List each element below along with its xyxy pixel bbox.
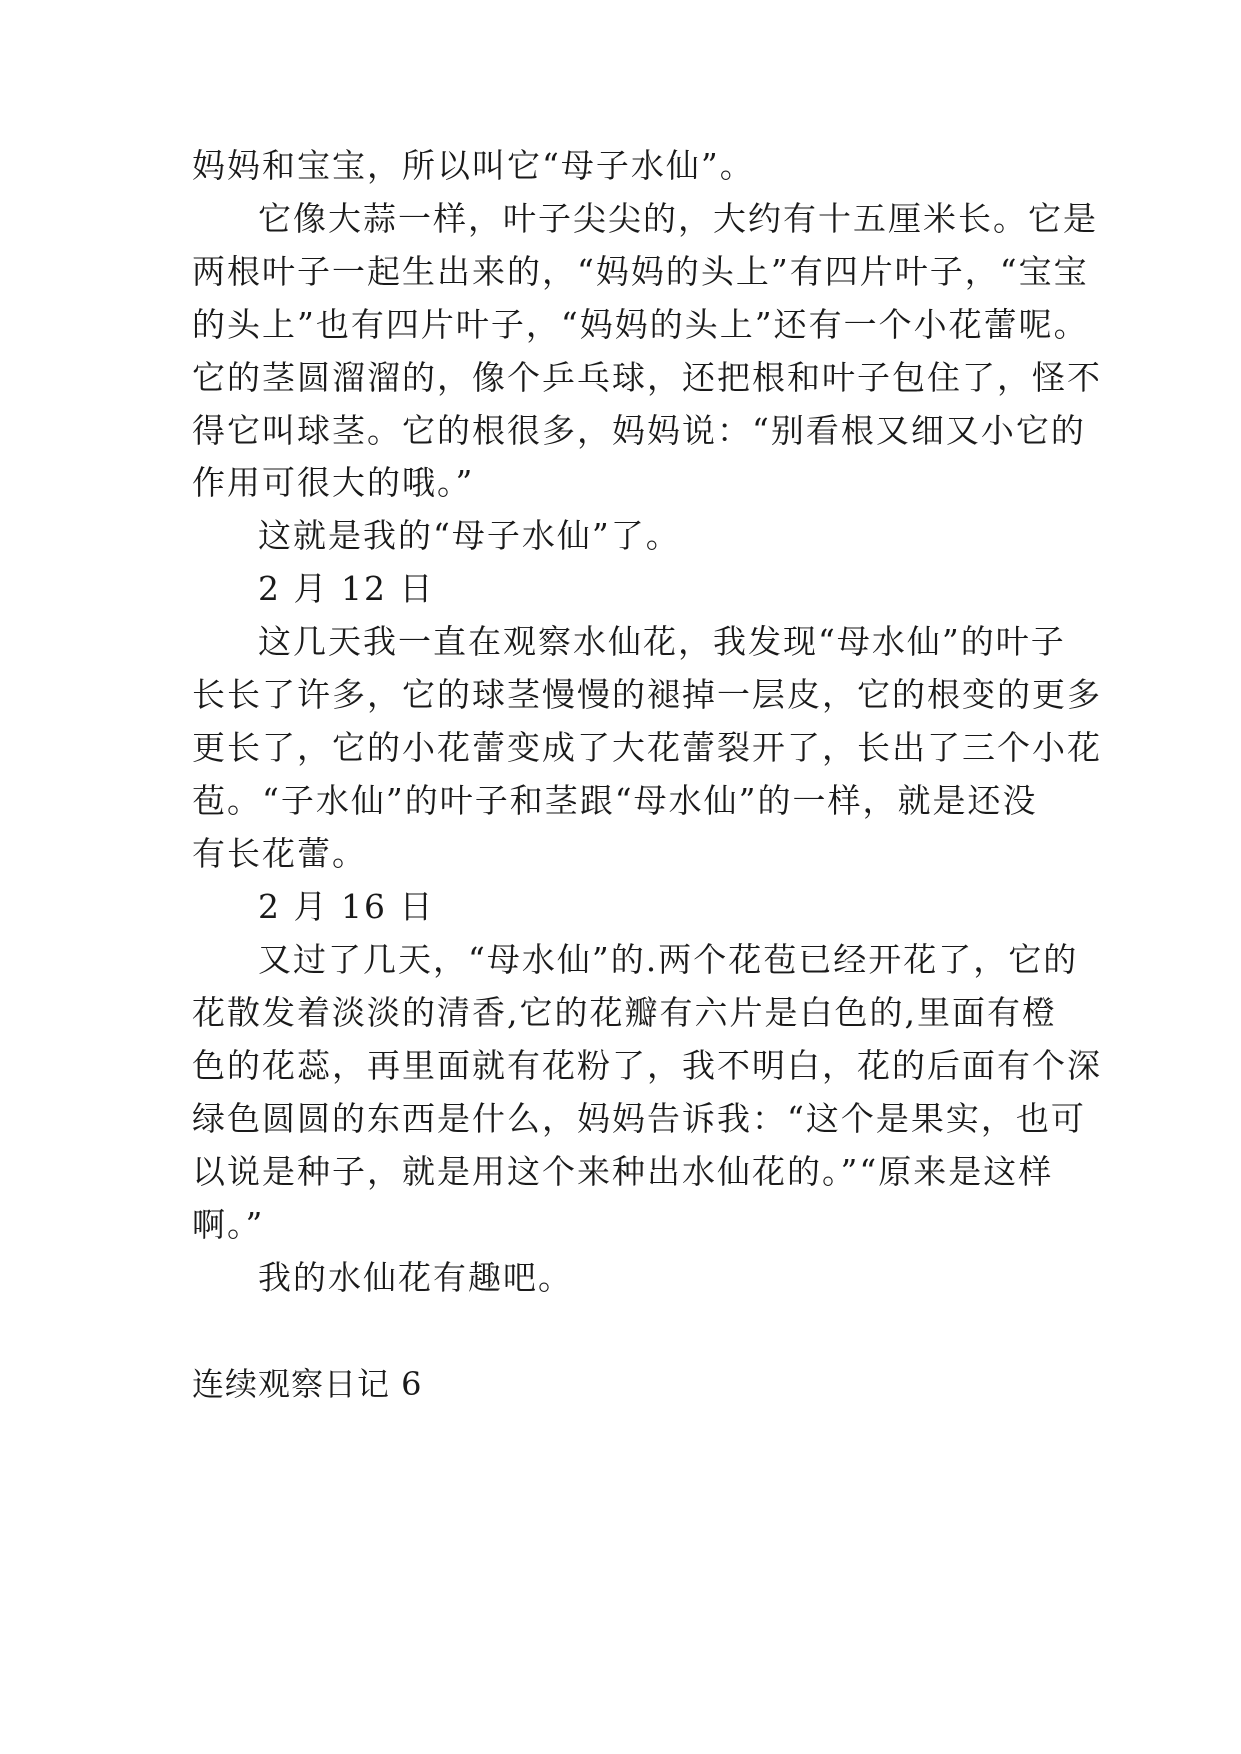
text-line: 两根叶子一起生出来的，“妈妈的头上”有四片叶子，“宝宝 <box>192 252 1089 291</box>
text-line: 以说是种子，就是用这个来种出水仙花的。”“原来是这样 <box>192 1152 1054 1191</box>
text-line: 长长了许多，它的球茎慢慢的褪掉一层皮，它的根变的更多 <box>192 675 1102 714</box>
text-line: 得它叫球茎。它的根很多，妈妈说：“别看根又细又小它的 <box>192 411 1086 450</box>
text-line: 绿色圆圆的东西是什么，妈妈告诉我：“这个是果实，也可 <box>192 1099 1086 1138</box>
paragraph-start-line: 它像大蒜一样，叶子尖尖的，大约有十五厘米长。它是 <box>258 199 1098 238</box>
text-line: 作用可很大的哦。” <box>192 463 475 502</box>
paragraph-start-line: 这就是我的“母子水仙”了。 <box>258 516 681 555</box>
text-line: 的头上”也有四片叶子，“妈妈的头上”还有一个小花蕾呢。 <box>192 305 1089 344</box>
text-line: 妈妈和宝宝，所以叫它“母子水仙”。 <box>192 146 755 185</box>
paragraph-start-line: 我的水仙花有趣吧。 <box>258 1258 573 1297</box>
text-line: 色的花蕊，再里面就有花粉了，我不明白，花的后面有个深 <box>192 1046 1102 1085</box>
date-line: 2 月 12 日 <box>258 569 435 608</box>
text-line: 更长了，它的小花蕾变成了大花蕾裂开了，长出了三个小花 <box>192 728 1102 767</box>
text-line: 花散发着淡淡的清香,它的花瓣有六片是白色的,里面有橙 <box>192 993 1057 1032</box>
next-section-title: 连续观察日记 6 <box>192 1365 423 1403</box>
paragraph-start-line: 又过了几天，“母水仙”的.两个花苞已经开花了，它的 <box>258 940 1079 979</box>
date-line: 2 月 16 日 <box>258 887 435 926</box>
paragraph-start-line: 这几天我一直在观察水仙花，我发现“母水仙”的叶子 <box>258 622 1066 661</box>
text-line: 它的茎圆溜溜的，像个乒乓球，还把根和叶子包住了，怪不 <box>192 358 1102 397</box>
text-line: 有长花蕾。 <box>192 834 367 873</box>
text-line: 啊。” <box>192 1205 265 1244</box>
text-line: 苞。“子水仙”的叶子和茎跟“母水仙”的一样，就是还没 <box>192 781 1038 820</box>
